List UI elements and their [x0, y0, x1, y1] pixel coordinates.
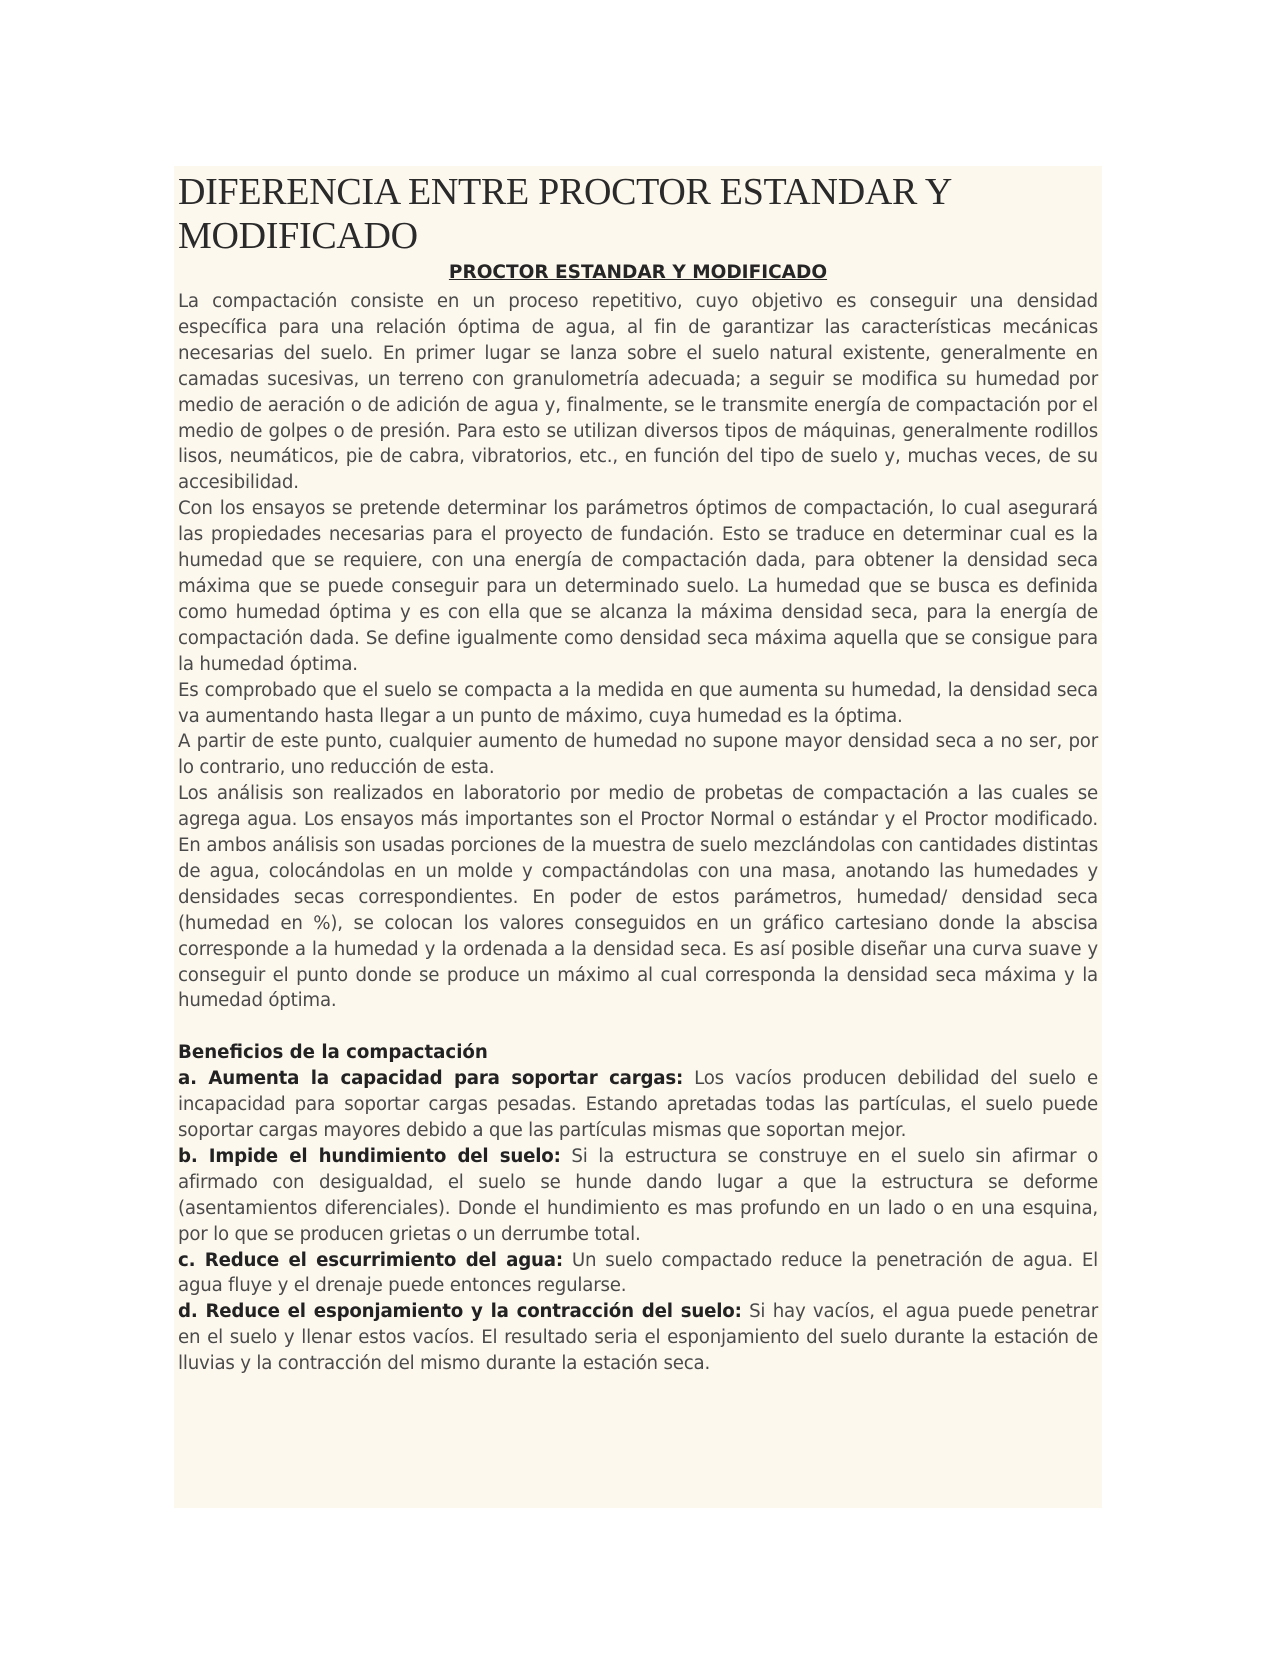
paragraph-a-partir: A partir de este punto, cualquier aumento de humedad no supone mayor densidad seca a no ser, por lo contrario, uno reducción de esta.	[178, 731, 1098, 779]
benefit-text: Si hay vacíos, el agua puede penetrar en el suelo y llenar estos vacíos. El resultado seria el esponjamiento del suelo durante la estación de lluvias y la contracción del mismo durante la estación seca.	[178, 1301, 1099, 1375]
spacer	[178, 1014, 1098, 1040]
benefit-item	[178, 1144, 1098, 1248]
benefit-text: Un suelo compactado reduce la penetración de agua. El agua fluye y el drenaje puede entonces regularse.	[178, 1249, 1098, 1297]
benefit-lead: d. Reduce el esponjamiento y la contracción del suelo:	[178, 1301, 742, 1323]
benefit-text: Si la estructura se construye en el suelo sin afirmar o afirmado con desigualdad, el suelo se hunde dando lugar a que la estructura se deforme (asentamientos diferenciales). Donde el hundimiento es mas profundo en un lado o en una esquina, por lo que se producen grietas o un derrumbe total.	[178, 1145, 1098, 1245]
benefit-lead: c. Reduce el escurrimiento del agua:	[178, 1249, 563, 1271]
benefit-item	[178, 1248, 1098, 1300]
benefit-item	[178, 1299, 1098, 1377]
paragraph-analisis: Los análisis son realizados en laboratorio por medio de probetas de compactación a las cuales se agrega agua. Los ensayos más importantes son el Proctor Normal o estándar y el Proctor modificado. En ambos análisis son usadas porciones de la muestra de suelo mezclándolas con cantidades distintas de agua, colocándolas en un molde y compactándolas con una masa, anotando las humedades y densidades secas correspondientes. En poder de estos parámetros, humedad/ densidad seca (humedad en %), se colocan los valores conseguidos en un gráfico cartesiano donde la abscisa corresponde a la humedad y la ordenada a la densidad seca. Es así posible diseñar una curva suave y conseguir el punto donde se produce un máximo al cual corresponda la densidad seca máxima y la humedad óptima.	[178, 783, 1098, 1012]
document-content	[174, 166, 1102, 1508]
benefit-lead: a. Aumenta la capacidad para soportar cargas:	[178, 1068, 684, 1090]
benefit-item	[178, 1066, 1098, 1144]
document-subtitle: PROCTOR ESTANDAR Y MODIFICADO	[448, 262, 828, 283]
benefit-lead: b. Impide el hundimiento del suelo:	[178, 1145, 561, 1167]
paragraph-compactacion: La compactación consiste en un proceso repetitivo, cuyo objetivo es conseguir una densidad específica para una relación óptima de agua, al fin de garantizar las características mecánicas necesarias del suelo. En primer lugar se lanza sobre el suelo natural existente, generalmente en camadas sucesivas, un terreno con granulometría adecuada; a seguir se modifica su humedad por medio de aeración o de adición de agua y, finalmente, se le transmite energía de compactación por el medio de golpes o de presión. Para esto se utilizan diversos tipos de máquinas, generalmente rodillos lisos, neumáticos, pie de cabra, vibratorios, etc., en función del tipo de suelo y, muchas veces, de su accesibilidad.	[178, 291, 1098, 494]
document-title: DIFERENCIA ENTRE PROCTOR ESTANDAR Y MODIFICADO	[178, 171, 951, 257]
benefits-heading: Beneficios de la compactación	[178, 1042, 488, 1064]
paragraph-ensayos: Con los ensayos se pretende determinar los parámetros óptimos de compactación, lo cual asegurará las propiedades necesarias para el proyecto de fundación. Esto se traduce en determinar cual es la humedad que se requiere, con una energía de compactación dada, para obtener la densidad seca máxima que se puede conseguir para un determinado suelo. La humedad que se busca es definida como humedad óptima y es con ella que se alcanza la máxima densidad seca, para la energía de compactación dada. Se define igualmente como densidad seca máxima aquella que se consigue para la humedad óptima.	[178, 498, 1098, 675]
paragraph-comprobado: Es comprobado que el suelo se compacta a la medida en que aumenta su humedad, la densidad seca va aumentando hasta llegar a un punto de máximo, cuya humedad es la óptima.	[178, 679, 1098, 727]
benefit-text: Los vacíos producen debilidad del suelo e incapacidad para soportar cargas pesadas. Estando apretadas todas las partículas, el suelo puede soportar cargas mayores debido a que las partículas mismas que soportan mejor.	[178, 1068, 1098, 1141]
